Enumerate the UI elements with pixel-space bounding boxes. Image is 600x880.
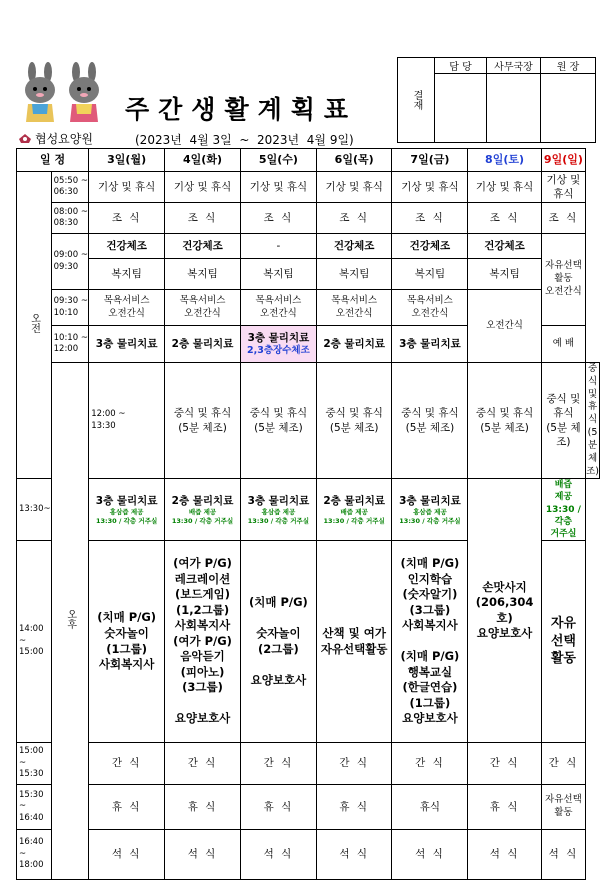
- cell-dinner-thu: 석 식: [316, 830, 392, 880]
- cell-rest-wed: 휴 식: [240, 785, 316, 830]
- org-name: 협성요양원: [18, 130, 93, 147]
- cell-lunch-fri: 중식 및 휴식 (5분 체조): [468, 363, 541, 479]
- cell-snack-wed: 간 식: [240, 743, 316, 785]
- approval-col-staff: 담 당: [435, 58, 487, 74]
- time-cell: 15:00 ~ 15:30: [17, 743, 52, 785]
- cell-1400-sun: 자유 선택 활동: [541, 541, 585, 743]
- cell-1400-sat: 손맛사지 (206,304호) 요양보호사: [468, 479, 541, 743]
- cell-dinner-sun: 석 식: [541, 830, 585, 880]
- cell-1400-wed: (치매 P/G) 숫자놀이 (2그룹) 요양보호사: [240, 541, 316, 743]
- cell-snack-sat: 간 식: [468, 743, 541, 785]
- cell-breakfast-sat: 조 식: [468, 203, 541, 234]
- cell-rest-sat: 휴 식: [468, 785, 541, 830]
- cell-0900-staff-wed: 복지팀: [240, 259, 316, 290]
- cell-1010-sun: 예 배: [541, 326, 585, 363]
- cell-wake-mon: 기상 및 휴식: [89, 172, 165, 203]
- cell-0900-staff-tue: 복지팀: [165, 259, 241, 290]
- cell-0900-fri: 건강체조: [392, 234, 468, 259]
- cell-breakfast-tue: 조 식: [165, 203, 241, 234]
- cell-0930-tue: 목욕서비스 오전간식: [165, 290, 241, 326]
- day-header-sat: 8일(토): [468, 149, 541, 172]
- day-header-wed: 5일(수): [240, 149, 316, 172]
- header: [0, 0, 600, 148]
- time-cell: 09:30 ~ 10:10: [51, 290, 89, 326]
- cell-0930-thu: 목욕서비스 오전간식: [316, 290, 392, 326]
- cell-lunch-tue: 중식 및 휴식 (5분 체조): [240, 363, 316, 479]
- cell-lunch-thu: 중식 및 휴식 (5분 체조): [392, 363, 468, 479]
- cell-lunch-wed: 중식 및 휴식 (5분 체조): [316, 363, 392, 479]
- period-header: 일 정: [17, 149, 89, 172]
- cell-snack-mon: 간 식: [89, 743, 165, 785]
- cell-snack-tue: 간 식: [165, 743, 241, 785]
- time-cell: 10:10 ~ 12:00: [51, 326, 89, 363]
- day-header-sun: 9일(일): [541, 149, 585, 172]
- cell-0900-sat: 건강체조: [468, 234, 541, 259]
- cell-0900-staff-sat: 복지팀: [468, 259, 541, 290]
- cell-0930-wed: 목욕서비스 오전간식: [240, 290, 316, 326]
- juice-note: 홍삼즙 제공 13:30 / 각층 거주실: [399, 508, 461, 525]
- day-header-fri: 7일(금): [392, 149, 468, 172]
- cell-dinner-sat: 석 식: [468, 830, 541, 880]
- cell-0900-wed: -: [240, 234, 316, 259]
- time-cell: 15:30 ~ 16:40: [17, 785, 52, 830]
- cell-lunch-sun: 중식 및 휴식 (5분체조): [586, 363, 600, 479]
- cell-1330-mon: 3층 물리치료 홍삼즙 제공 13:30 / 각층 거주실: [89, 479, 165, 541]
- bunny-mascots-icon: [18, 62, 110, 124]
- cell-dinner-mon: 석 식: [89, 830, 165, 880]
- approval-col-head: 원 장: [541, 58, 596, 74]
- cell-1330-sun: 배즙 제공 13:30 / 각층 거주실: [541, 479, 585, 541]
- org-logo-icon: [18, 133, 32, 144]
- cell-breakfast-sun: 조 식: [541, 203, 585, 234]
- time-cell: 14:00 ~ 15:00: [17, 541, 52, 743]
- cell-0930-sat: 오전간식: [468, 290, 541, 363]
- cell-wake-sat: 기상 및 휴식: [468, 172, 541, 203]
- cell-lunch-mon: 중식 및 휴식 (5분 체조): [165, 363, 241, 479]
- page-title: 주간생활계획표: [125, 95, 358, 124]
- cell-dinner-fri: 석 식: [392, 830, 468, 880]
- cell-0900-staff-thu: 복지팀: [316, 259, 392, 290]
- cell-snack-thu: 간 식: [316, 743, 392, 785]
- cell-snack-sun: 간 식: [541, 743, 585, 785]
- juice-note: 홍삼즙 제공 13:30 / 각층 거주실: [247, 508, 310, 525]
- cell-1010-wed: 3층 물리치료 2,3층장수체조: [240, 326, 316, 363]
- am-label: 오전: [17, 172, 52, 479]
- time-cell: 13:30~: [17, 479, 52, 541]
- cell-1010-fri: 3층 물리치료: [392, 326, 468, 363]
- cell-1400-fri: (치매 P/G) 인지학습 (숫자알기) (3그룹) 사회복지사 (치매 P/G) 행복교실 (한글연습) (1그룹) 요양보호사: [392, 541, 468, 743]
- pm-label: 오후: [51, 363, 89, 880]
- time-cell: 08:00 ~ 08:30: [51, 203, 89, 234]
- cell-0900-tue: 건강체조: [165, 234, 241, 259]
- day-header-tue: 4일(화): [165, 149, 241, 172]
- cell-wake-wed: 기상 및 휴식: [240, 172, 316, 203]
- cell-1330-thu: 2층 물리치료 배즙 제공 13:30 / 각층 거주실: [316, 479, 392, 541]
- time-cell: 09:00 ~ 09:30: [51, 234, 89, 290]
- cell-0900-sun: 자유선택활동 오전간식: [541, 234, 585, 326]
- cell-1010-tue: 2층 물리치료: [165, 326, 241, 363]
- cell-breakfast-wed: 조 식: [240, 203, 316, 234]
- cell-0900-thu: 건강체조: [316, 234, 392, 259]
- cell-1400-tue: (여가 P/G) 레크레이션 (보드게임) (1,2그룹) 사회복지사 (여가 P/G) 음악듣기 (피아노) (3그룹) 요양보호사: [165, 541, 241, 743]
- cell-breakfast-thu: 조 식: [316, 203, 392, 234]
- approval-sign-staff[interactable]: [435, 74, 487, 143]
- weekly-schedule-table: [16, 148, 600, 880]
- cell-dinner-tue: 석 식: [165, 830, 241, 880]
- cell-wake-tue: 기상 및 휴식: [165, 172, 241, 203]
- cell-0900-mon: 건강체조: [89, 234, 165, 259]
- cell-0930-mon: 목욕서비스 오전간식: [89, 290, 165, 326]
- cell-1010-mon: 3층 물리치료: [89, 326, 165, 363]
- cell-0900-staff-mon: 복지팀: [89, 259, 165, 290]
- cell-breakfast-fri: 조 식: [392, 203, 468, 234]
- cell-1330-fri: 3층 물리치료 홍삼즙 제공 13:30 / 각층 거주실: [392, 479, 468, 541]
- cell-1400-thu: 산책 및 여가 자유선택활동: [316, 541, 392, 743]
- cell-snack-fri: 간 식: [392, 743, 468, 785]
- cell-0900-staff-fri: 복지팀: [392, 259, 468, 290]
- cell-wake-sun: 기상 및 휴식: [541, 172, 585, 203]
- cell-0930-fri: 목욕서비스 오전간식: [392, 290, 468, 326]
- cell-breakfast-mon: 조 식: [89, 203, 165, 234]
- approval-box: [397, 57, 596, 143]
- day-header-mon: 3일(월): [89, 149, 165, 172]
- cell-1400-mon: (치매 P/G) 숫자놀이 (1그룹) 사회복지사: [89, 541, 165, 743]
- cell-rest-fri: 휴식: [392, 785, 468, 830]
- time-cell: 12:00 ~ 13:30: [89, 363, 165, 479]
- cell-1010-thu: 2층 물리치료: [316, 326, 392, 363]
- cell-rest-thu: 휴 식: [316, 785, 392, 830]
- approval-sign-director[interactable]: [487, 74, 541, 143]
- cell-rest-tue: 휴 식: [165, 785, 241, 830]
- time-cell: 05:50 ~ 06:30: [51, 172, 89, 203]
- cell-1010-wed-extra: 2,3층장수체조: [247, 344, 310, 356]
- juice-note: 배즙 제공 13:30 / 각층 거주실: [323, 508, 385, 525]
- cell-1330-tue: 2층 물리치료 배즙 제공 13:30 / 각층 거주실: [165, 479, 241, 541]
- cell-wake-thu: 기상 및 휴식: [316, 172, 392, 203]
- day-header-thu: 6일(목): [316, 149, 392, 172]
- juice-note: 홍삼즙 제공 13:30 / 각층 거주실: [96, 508, 158, 525]
- date-range: (2023년 4월 3일 ~ 2023년 4월 9일): [135, 133, 354, 147]
- time-cell: 16:40 ~ 18:00: [17, 830, 52, 880]
- approval-sign-head[interactable]: [541, 74, 596, 143]
- approval-col-director: 사무국장: [487, 58, 541, 74]
- approval-side-label: 결재: [398, 58, 435, 143]
- juice-note: 배즙 제공 13:30 / 각층 거주실: [171, 508, 234, 525]
- cell-rest-mon: 휴 식: [89, 785, 165, 830]
- cell-wake-fri: 기상 및 휴식: [392, 172, 468, 203]
- cell-rest-sun: 자유선택 활동: [541, 785, 585, 830]
- cell-1330-wed: 3층 물리치료 홍삼즙 제공 13:30 / 각층 거주실: [240, 479, 316, 541]
- cell-lunch-sat: 중식 및 휴식 (5분 체조): [541, 363, 585, 479]
- cell-dinner-wed: 석 식: [240, 830, 316, 880]
